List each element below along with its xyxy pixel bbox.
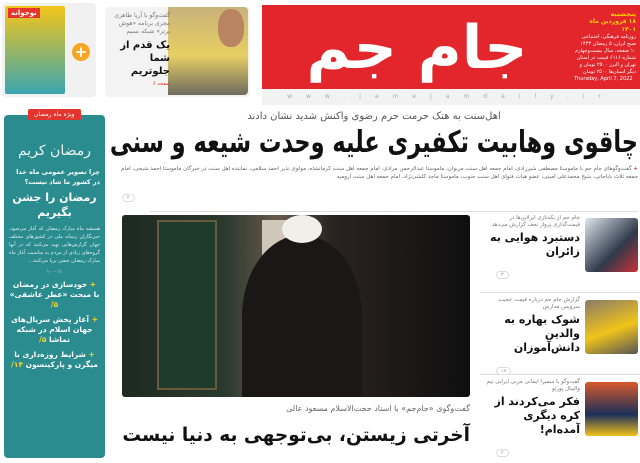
page-number: ۴ [496,449,509,457]
item-kicker: گزارش جام جم درباره قیمت عجیب سرویس مدارس [498,297,580,310]
issue-day: پنجشنبه [610,10,636,18]
sidebar-item[interactable]: + آغاز پخش سریال‌های جهان اسلام در شبکه تماشا ۵/ [11,315,98,344]
issue-info [574,11,636,83]
coach-thumbnail [585,382,638,436]
sidebar-item[interactable]: + خودسازی در رمضان با مبحث «عطر عاشقی» ۵/ [9,280,100,309]
banner-image [157,220,217,390]
item-page: ۵/ [50,300,59,309]
item-text [482,379,580,458]
page-number: ۱۸ [496,367,511,375]
item-text [482,215,580,280]
ramadan-calligraphy: رمضان کریم [17,143,91,159]
issue-date-en: Thursday, April 7, 2022 [574,76,633,82]
lead-headline-text: چاقوی وهابیت تکفیری علیه وحدت شیعه و سنی [109,125,639,160]
cleric-figure [242,235,362,397]
item-kicker: گفت‌وگو با سمیرا ایمانی مربی ایرانی تیم والیبال پورتو [486,379,580,392]
newspaper-logo: جام جم [306,13,528,83]
magazine-promo[interactable] [2,3,96,97]
cleric-photo[interactable] [122,215,470,397]
magazine-title: نوجوانه [8,8,40,18]
photo-story-headline[interactable] [122,420,470,450]
item-page: ۵/ [39,335,47,344]
magazine-cover [5,6,65,94]
masthead [262,5,640,89]
page-number-row [110,184,638,203]
plus-icon: + [72,43,90,61]
website-url[interactable]: www.jamejamdaily.ir [262,89,640,105]
item-headline: شوک بهاره به والدین دانش‌آموزان [504,313,580,354]
item-text: خودسازی در رمضان با مبحث «عطر عاشقی» [9,280,100,299]
item-text: آغاز پخش سریال‌های جهان اسلام در شبکه تماشا [11,315,93,344]
taxi-thumbnail [585,300,638,354]
promo-page: صفحه ۶ [153,81,170,87]
sidebar-item[interactable]: + شرایط روزه‌داری با میگرن و پارکینسون ۱۴/ [11,350,98,369]
presenter-head [218,9,244,47]
lead-lede: + گفت‌وگوهای جام جم با ماموستا مصطفی شیرزادی، امام جمعه اهل سنت مریوان، ماموستا عبدالرحمن مرادی، امام جمعه اهل سنت کرمانشاه، مولوی نذیر احمد سلامی، نماینده اهل سنت در خبرگان ماموستا احمد شیخی، امام جمعه ثلاث باباجانی، شیخ محمدعلی امینی، عضو هیات فتوای اهل سنت جنوب، ماموستا ماجد کلشی‌نژاد، امام جمعه اهل سنت ارومیه [121,166,638,180]
ticket-thumbnail [585,218,638,272]
item-text [482,297,580,376]
item-page: ۱۴/ [11,360,24,369]
lead-subhead: اهل‌سنت به هتک حرمت حرم رضوی واکنش شدید نشان دادند [247,111,501,122]
sidebar-headline[interactable]: رمضان را جشن بگیریم [12,191,97,219]
issue-details: روزنامه فرهنگی، اجتماعی صبح ایران، ۵ رمضان ۱۴۴۳ ۱۰ صفحه، سال بیست‌وچهارم شماره ۶۱۱۶ قیمت در استان تهران و البرز ۲۵۰۰ تومان و دیگر استان‌ها ۲۵۰۰ تومان [575,34,636,75]
page-number: ۲ [122,194,135,202]
item-headline: دستبرد هوایی به زائران [490,231,580,258]
turban [282,215,322,243]
sidebar-pages: ۱۱ - ۱۰ [46,269,63,275]
item-headline: فکر می‌کردند از کره دیگری آمده‌ام! [494,395,580,436]
page-number: ۳ [496,271,509,279]
promo-title: یک قدم از شما جلوتریم [120,40,170,77]
photo-story-headline-text: آخرتی زیستن، بی‌توجهی به دنیا نیست [122,424,470,446]
news-item[interactable] [480,212,640,292]
sidebar-body: همیشه ماه مبارک رمضان که آغاز می‌شود، خبرنگاران رسانه ملی در کشورهای مختلف جهان گزارش‌هایی تهیه می‌کنند که در آنها گروه‌های زیادی از مردم به مناسبت آغاز ماه مبارک رمضان جشن برپا می‌کنند... [9,226,100,264]
sidebar-question: چرا تصویر عمومی ماه خدا در کشور ما شاد نیست؟ [16,168,100,186]
lead-headline[interactable] [110,123,638,163]
ramadan-sidebar [4,111,105,458]
interview-promo[interactable] [105,7,250,97]
news-item[interactable] [480,294,640,374]
photo-story-kicker: گفت‌وگوی «جام‌جم» با استاد حجت‌الاسلام مسعود عالی [286,404,470,413]
lead-story [110,110,638,213]
news-item[interactable] [480,376,640,456]
item-kicker: جام جم از یکه‌تازی ایرلاین‌ها در قیمت‌گذاری پرواز نجف گزارش می‌دهد [491,215,580,228]
issue-date: ۱۸ فروردین ماه ۱۴۰۱ [589,18,636,33]
section-tag: ویژه ماه رمضان [28,109,81,120]
promo-kicker: گفت‌وگو با آریا طاهری مجری برنامه «هوش برتر» شبکه نسیم [114,12,170,35]
promo-text [108,12,170,87]
lede-text: گفت‌وگوهای جام جم با ماموستا مصطفی شیرزادی، امام جمعه اهل سنت مریوان، ماموستا عبدالرحمن مرادی، امام جمعه اهل سنت کرمانشاه، مولوی نذیر احمد سلامی، نماینده اهل سنت در خبرگان ماموستا احمد شیخی، امام جمعه ثلاث باباجانی، شیخ محمدعلی امینی، عضو هیات فتوای اهل سنت جنوب، ماموستا ماجد کلشی‌نژاد، امام جمعه اهل سنت ارومیه [121,166,638,180]
presenter-photo [168,7,248,95]
item-text: شرایط روزه‌داری با میگرن و پارکینسون [14,350,98,369]
